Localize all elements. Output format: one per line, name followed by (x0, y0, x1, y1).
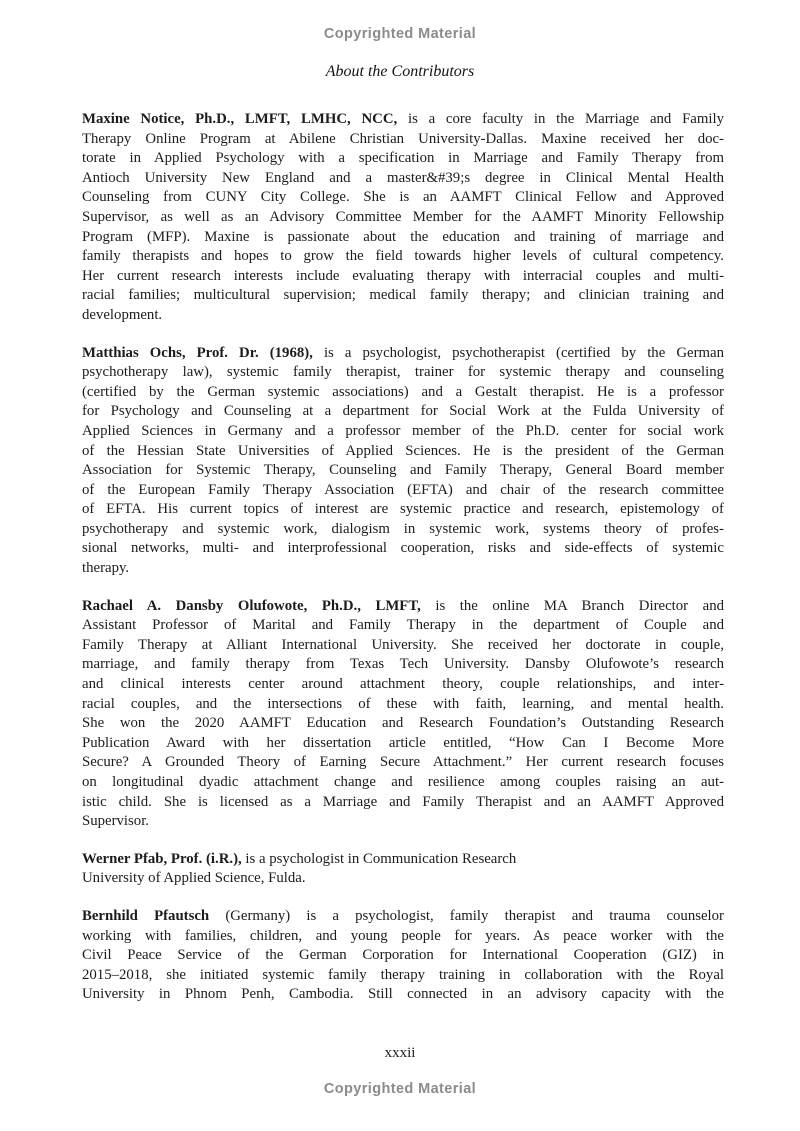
text-line: Program (MFP). Maxine is passionate about the education and training of marriage and (82, 228, 724, 245)
paragraph (82, 850, 724, 889)
text-line: Therapy Online Program at Abilene Christian University-Dallas. Maxine received her doc- (82, 130, 724, 147)
text-line: (certified by the German systemic associations) and a Gestalt therapist. He is a professor (82, 383, 724, 400)
text-line: Assistant Professor of Marital and Family Therapy in the department of Couple and (82, 617, 724, 634)
text-line: sional networks, multi- and interprofessional cooperation, risks and side-effects of systemic (82, 540, 724, 557)
text-line: Supervisor. (82, 813, 149, 830)
text-line: psychotherapy law), systemic family therapist, trainer for systemic therapy and counseling (82, 364, 724, 381)
text-line: working with families, children, and young people for years. As peace worker with the (82, 927, 724, 944)
paragraph (82, 907, 724, 1005)
page-number: xxxii (384, 1045, 416, 1061)
text-line: Publication Award with her dissertation article entitled, “How Can I Become More (82, 734, 724, 751)
copyrighted-material-notice-bottom: Copyrighted Material (323, 1081, 477, 1097)
text-line: Rachael A. Dansby Olufowote, Ph.D., LMFT, is the online MA Branch Director and (82, 597, 724, 614)
text-line: Werner Pfab, Prof. (i.R.), is a psychologist in Communication Research (82, 850, 517, 867)
contributor-name: Werner Pfab, Prof. (i.R.), (82, 850, 242, 867)
text-line: Supervisor, as well as an Advisory Committee Member for the AAMFT Minority Fellowship (82, 208, 724, 225)
text-line: She won the 2020 AAMFT Education and Research Foundation’s Outstanding Research (82, 715, 724, 732)
text-line: on longitudinal dyadic attachment change and resilience among couples raising an aut- (82, 774, 724, 790)
text-line: of the Hessian State Universities of Applied Sciences. He is the president of the German (82, 442, 724, 459)
text-line: of EFTA. His current topics of interest are systemic practice and research, epistemology of (82, 501, 724, 518)
text-line: torate in Applied Psychology with a specification in Marriage and Family Therapy from (82, 150, 724, 167)
text-line: marriage, and family therapy from Texas Tech University. Dansby Olufowote’s research (82, 656, 724, 673)
text-line: Civil Peace Service of the German Corporation for International Cooperation (GIZ) in (82, 947, 724, 964)
text-line: University in Phnom Penh, Cambodia. Still connected in an advisory capacity with the (82, 986, 724, 1003)
text-line: racial families; multicultural supervision; medical family therapy; and clinician training and (82, 287, 724, 304)
copyrighted-material-notice-top: Copyrighted Material (323, 26, 477, 42)
text-line: of the European Family Therapy Association (EFTA) and chair of the research committee (82, 481, 724, 498)
text-line: Secure? A Grounded Theory of Earning Secure Attachment.” Her current research focuses (82, 754, 724, 771)
text-line: family therapists and hopes to grow the field towards higher levels of cultural competency. (82, 248, 724, 265)
text-line: istic child. She is licensed as a Marriage and Family Therapist and an AAMFT Approved (82, 793, 724, 810)
paragraph (82, 597, 724, 832)
text-line: Maxine Notice, Ph.D., LMFT, LMHC, NCC, is a core faculty in the Marriage and Family (82, 111, 725, 127)
text-line: Applied Sciences in Germany and a professor member of the Ph.D. center for social work (82, 422, 724, 439)
contributor-name: Maxine Notice, Ph.D., LMFT, LMHC, NCC, (82, 111, 398, 127)
text-line: development. (82, 306, 163, 323)
paragraph (82, 344, 724, 579)
text-line: Family Therapy at Alliant International University. She received her doctorate in couple, (82, 636, 724, 653)
text-line: psychotherapy and systemic work, dialogism in systemic work, systems theory of profes- (82, 520, 724, 537)
text-line: for Psychology and Counseling at a department for Social Work at the Fulda University of (82, 403, 724, 420)
contributor-name: Rachael A. Dansby Olufowote, Ph.D., LMFT, (82, 597, 421, 614)
text-line: 2015–2018, she initiated systemic family therapy training in collaboration with the Royal (82, 966, 724, 983)
paragraph (82, 110, 724, 326)
contributor-name: Matthias Ochs, Prof. Dr. (1968), (82, 344, 313, 361)
contributor-name: Bernhild Pfautsch (82, 907, 210, 924)
text-line: and clinical interests center around attachment theory, couple relationships, and inter- (82, 676, 724, 693)
text-line: Counseling from CUNY City College. She is an AAMFT Clinical Fellow and Approved (82, 189, 724, 206)
text-line: University of Applied Science, Fulda. (82, 870, 306, 887)
text-line: Matthias Ochs, Prof. Dr. (1968), is a psychologist, psychotherapist (certified by the German (82, 344, 724, 361)
page-title: About the Contributors (325, 63, 475, 80)
text-line: Association for Systemic Therapy, Counseling and Family Therapy, General Board member (82, 462, 724, 479)
page-body (82, 110, 724, 1005)
text-line: Bernhild Pfautsch (Germany) is a psychologist, family therapist and trauma counselor (82, 907, 724, 924)
text-line: racial couples, and the intersections of these with faith, learning, and mental health. (82, 695, 724, 712)
text-line: therapy. (82, 560, 130, 577)
text-line: Antioch University New England and a master&#39;s degree in Clinical Mental Health (82, 169, 724, 186)
text-line: Her current research interests include evaluating therapy with interracial couples and multi- (82, 267, 724, 284)
